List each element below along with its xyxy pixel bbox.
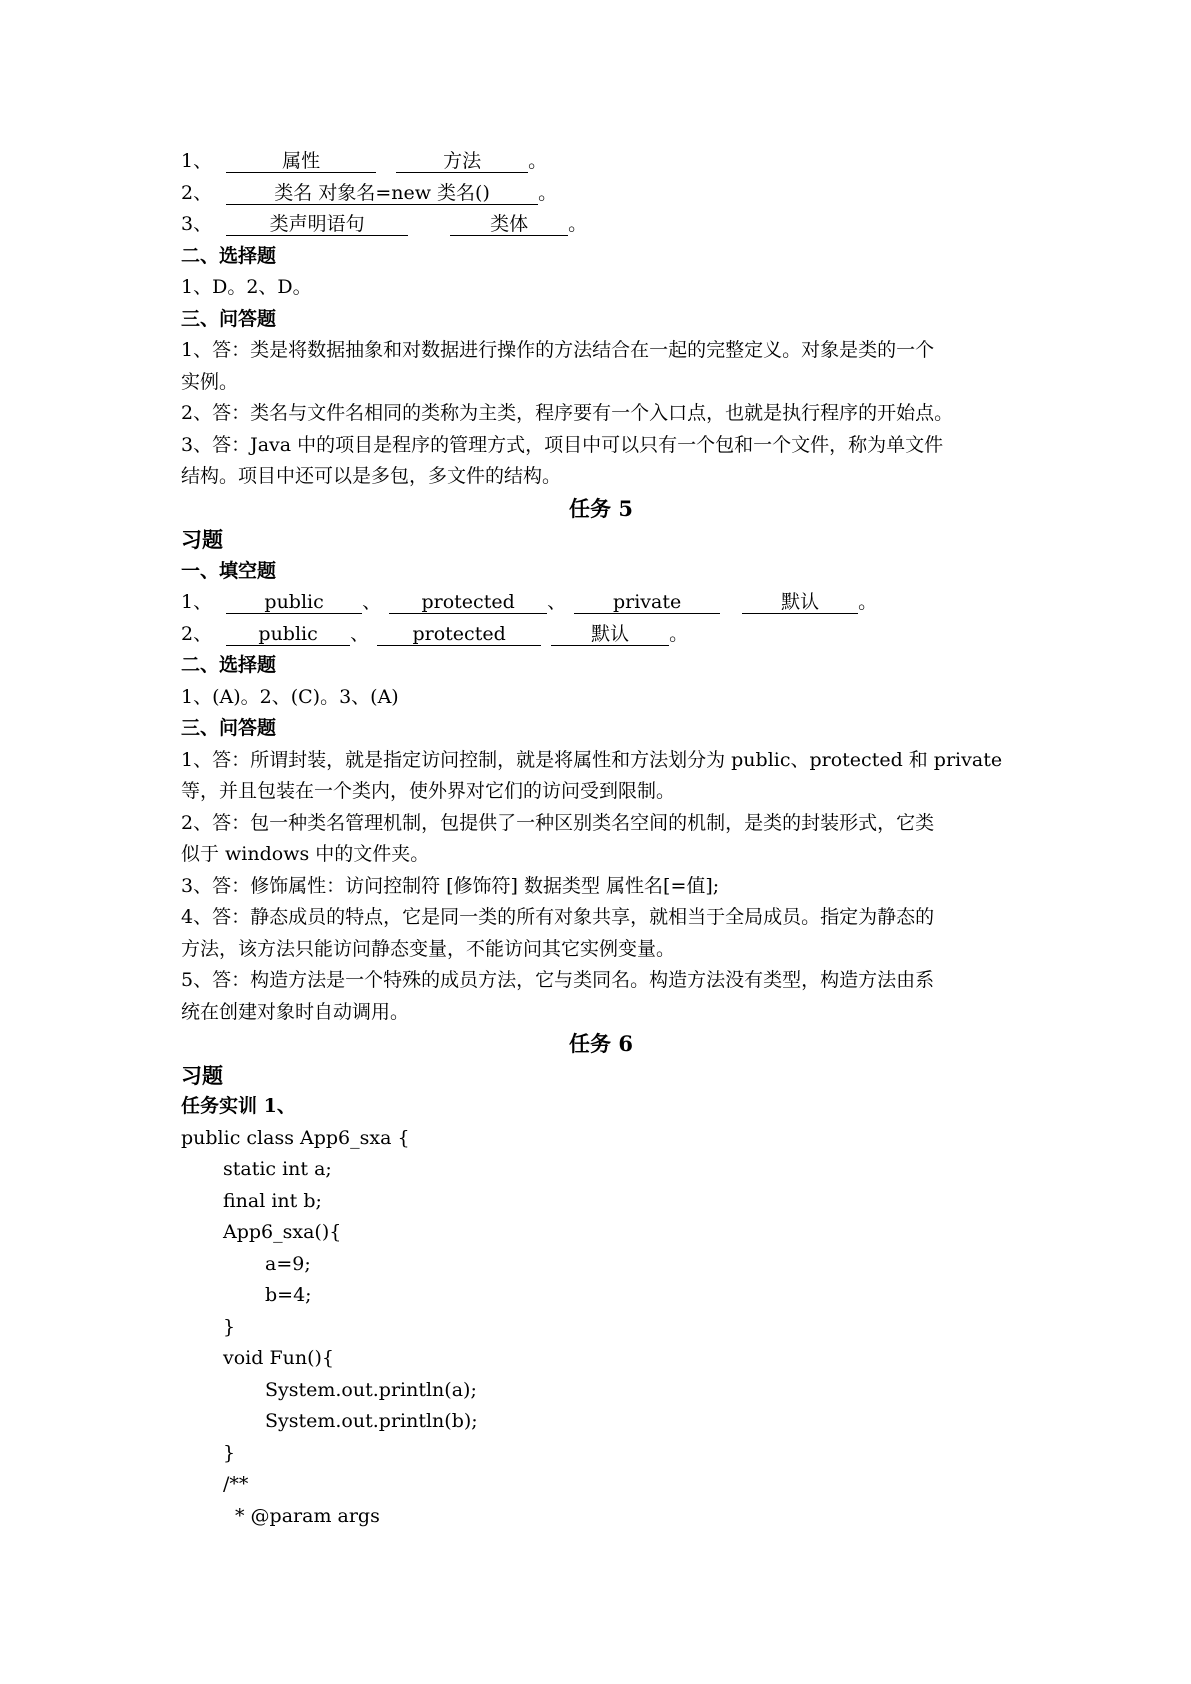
training-heading: 任务实训 1、 bbox=[181, 1095, 296, 1117]
qa-line: 实例。 bbox=[181, 370, 239, 393]
choice-answers: 1、D。2、D。 bbox=[181, 276, 312, 298]
item-number: 1、 bbox=[181, 150, 213, 172]
blank-answer: protected bbox=[389, 591, 547, 614]
item-number: 2、 bbox=[181, 622, 213, 645]
qa-line: 4、答：静态成员的特点，它是同一类的所有对象共享，就相当于全局成员。指定为静态的 bbox=[181, 906, 935, 928]
qa-line: 3、答：Java 中的项目是程序的管理方式，项目中可以只有一个包和一个文件，称为单文件 bbox=[181, 433, 944, 456]
code-line: System.out.println(a); bbox=[265, 1378, 477, 1401]
qa-line: 5、答：构造方法是一个特殊的成员方法，它与类同名。构造方法没有类型，构造方法由系 bbox=[181, 969, 935, 991]
code-line: void Fun(){ bbox=[223, 1347, 335, 1369]
code-line: a=9; bbox=[265, 1252, 311, 1275]
fill-answer-1: 1、 属性 方法 。 bbox=[181, 150, 548, 172]
fill-answer-2: 2、 类名 对象名=new 类名() 。 bbox=[181, 181, 558, 204]
exercise-heading: 习题 bbox=[181, 1062, 223, 1088]
section-heading: 二、选择题 bbox=[181, 244, 277, 267]
qa-line: 方法，该方法只能访问静态变量，不能访问其它实例变量。 bbox=[181, 937, 676, 960]
fill-answer-5-1: 1、 public 、 protected 、 private 默认 。 bbox=[181, 591, 878, 613]
code-line: b=4; bbox=[265, 1284, 312, 1306]
code-line: public class App6_sxa { bbox=[181, 1126, 410, 1149]
code-line: App6_sxa(){ bbox=[223, 1221, 342, 1243]
qa-line: 3、答：修饰属性：访问控制符 [修饰符] 数据类型 属性名[=值]; bbox=[181, 874, 720, 897]
section-heading: 三、问答题 bbox=[181, 307, 277, 330]
blank-answer: 方法 bbox=[396, 150, 528, 173]
blank-answer: 属性 bbox=[226, 150, 376, 173]
item-number: 1、 bbox=[181, 591, 213, 613]
qa-line: 2、答：类名与文件名相同的类称为主类，程序要有一个入口点，也就是执行程序的开始点。 bbox=[181, 402, 954, 424]
code-line: } bbox=[223, 1441, 236, 1464]
choice-answers: 1、(A)。2、(C)。3、(A) bbox=[181, 685, 399, 708]
fill-answer-5-2: 2、 public 、 protected 默认 。 bbox=[181, 622, 689, 645]
item-number: 3、 bbox=[181, 213, 213, 235]
code-line: * @param args bbox=[235, 1504, 380, 1527]
qa-line: 等，并且包装在一个类内，使外界对它们的访问受到限制。 bbox=[181, 780, 676, 802]
blank-answer: protected bbox=[377, 623, 541, 646]
section-heading: 三、问答题 bbox=[181, 717, 277, 739]
qa-line: 结构。项目中还可以是多包，多文件的结构。 bbox=[181, 465, 562, 487]
item-number: 2、 bbox=[181, 181, 213, 204]
blank-answer: 类名 对象名=new 类名() bbox=[226, 182, 538, 205]
code-line: /** bbox=[223, 1473, 249, 1495]
code-line: System.out.println(b); bbox=[265, 1410, 478, 1432]
qa-line: 2、答：包一种类名管理机制，包提供了一种区别类名空间的机制，是类的封装形式，它类 bbox=[181, 811, 935, 834]
task-title: 任务 6 bbox=[569, 1031, 633, 1056]
section-heading: 一、填空题 bbox=[181, 559, 277, 582]
exercise-heading: 习题 bbox=[181, 527, 223, 552]
code-line: final int b; bbox=[223, 1189, 322, 1212]
task-title: 任务 5 bbox=[569, 495, 633, 521]
blank-answer: 类体 bbox=[450, 213, 568, 236]
blank-answer: 类声明语句 bbox=[226, 213, 408, 236]
section-heading: 二、选择题 bbox=[181, 654, 277, 676]
document-page bbox=[181, 146, 1021, 1532]
blank-answer: private bbox=[574, 591, 720, 614]
blank-answer: 默认 bbox=[742, 591, 858, 614]
blank-answer: public bbox=[226, 591, 362, 614]
code-line: } bbox=[223, 1315, 236, 1338]
qa-line: 统在创建对象时自动调用。 bbox=[181, 1000, 410, 1023]
qa-line: 1、答：类是将数据抽象和对数据进行操作的方法结合在一起的完整定义。对象是类的一个 bbox=[181, 339, 935, 361]
blank-answer: 默认 bbox=[551, 623, 669, 646]
fill-answer-3: 3、 类声明语句 类体 。 bbox=[181, 213, 588, 235]
blank-answer: public bbox=[226, 623, 350, 646]
code-line: static int a; bbox=[223, 1158, 332, 1180]
qa-line: 似于 windows 中的文件夹。 bbox=[181, 843, 430, 865]
qa-line: 1、答：所谓封装，就是指定访问控制，就是将属性和方法划分为 public、protected 和 private bbox=[181, 748, 1003, 771]
